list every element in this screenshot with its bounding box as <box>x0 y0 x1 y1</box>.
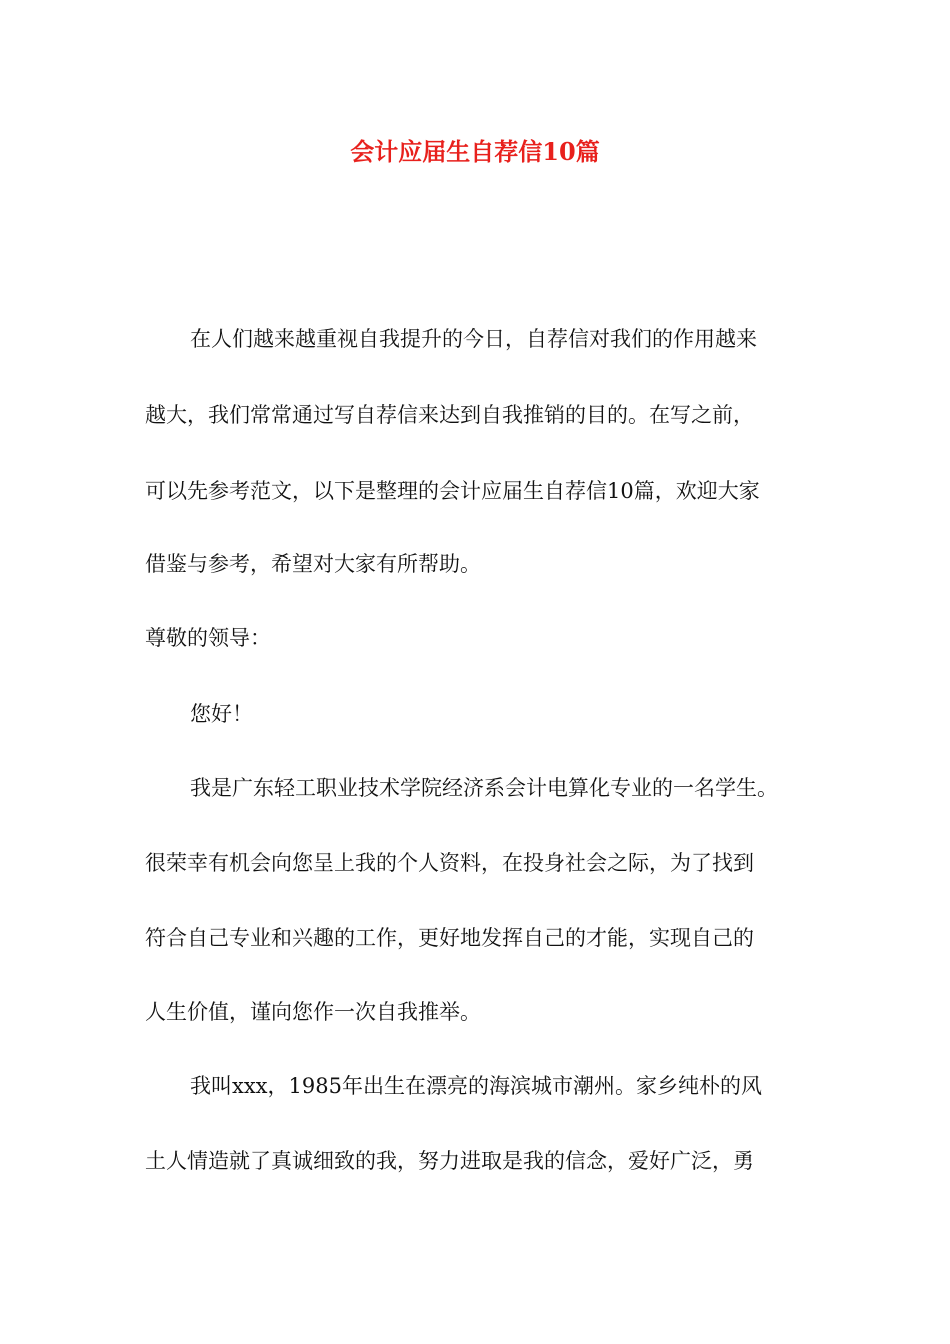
document-title: 会计应届生自荐信10篇 <box>350 137 600 166</box>
paragraph-line: 可以先参考范文，以下是整理的会计应届生自荐信10篇，欢迎大家 <box>145 479 760 503</box>
paragraph-line: 人生价值，谨向您作一次自我推举。 <box>145 1000 481 1024</box>
paragraph-line: 我叫xxx，1985年出生在漂亮的海滨城市潮州。家乡纯朴的风 <box>190 1074 762 1098</box>
paragraph-line: 在人们越来越重视自我提升的今日，自荐信对我们的作用越来 <box>190 327 757 351</box>
paragraph-line: 符合自己专业和兴趣的工作，更好地发挥自己的才能，实现自己的 <box>145 926 754 950</box>
greeting: 您好！ <box>190 702 253 726</box>
paragraph-line: 越大，我们常常通过写自荐信来达到自我推销的目的。在写之前， <box>145 403 754 427</box>
paragraph-line: 我是广东轻工职业技术学院经济系会计电算化专业的一名学生。 <box>190 776 778 800</box>
paragraph-line: 很荣幸有机会向您呈上我的个人资料，在投身社会之际，为了找到 <box>145 851 754 875</box>
salutation: 尊敬的领导： <box>145 626 271 650</box>
paragraph-line: 借鉴与参考，希望对大家有所帮助。 <box>145 552 481 576</box>
paragraph-line: 土人情造就了真诚细致的我，努力进取是我的信念，爱好广泛，勇 <box>145 1149 754 1173</box>
